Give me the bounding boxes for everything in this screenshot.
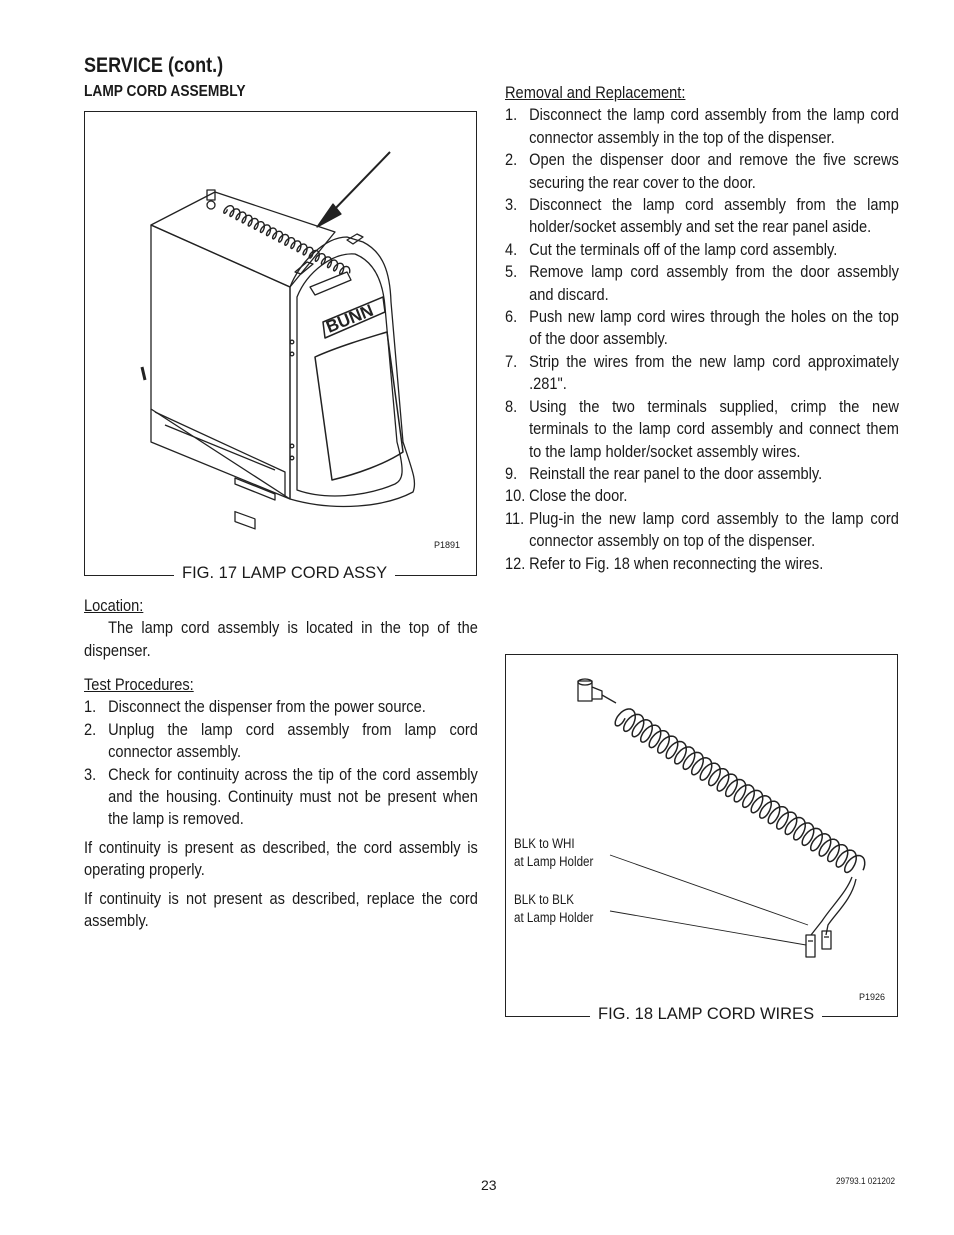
figure-17-caption: FIG. 17 LAMP CORD ASSY <box>174 564 395 583</box>
list-item: 7. Strip the wires from the new lamp cord approximately .281". <box>505 351 899 394</box>
section-title: SERVICE (cont.) <box>84 54 224 77</box>
list-item: 2. Open the dispenser door and remove the five screws securing the rear cover to the door. <box>505 150 899 192</box>
test-result-bad: If continuity is not present as described, replace the cord assembly. <box>84 888 478 931</box>
list-item: 10. Close the door. <box>505 486 628 506</box>
list-item: 6. Push new lamp cord wires through the holes on the top of the door assembly. <box>505 307 899 349</box>
test-procedures-list <box>84 696 478 830</box>
figure-17 <box>84 111 477 576</box>
location-body: The lamp cord assembly is located in the top of the dispenser. <box>84 618 478 660</box>
list-item: 4. Cut the terminals off of the lamp cord assembly. <box>505 239 838 259</box>
location-section <box>84 595 478 662</box>
test-procedures-section <box>84 674 478 932</box>
removal-list <box>505 104 899 575</box>
figure-17-part-number: P1891 <box>434 540 461 550</box>
list-item: 11. Plug-in the new lamp cord assembly to the lamp cord connector assembly on top of the dispenser. <box>505 508 899 551</box>
page-number: 23 <box>481 1177 497 1193</box>
removal-section <box>505 82 899 575</box>
dispenser-illustration <box>85 112 476 575</box>
list-item: 2. Unplug the lamp cord assembly from lamp cord connector assembly. <box>84 719 478 762</box>
list-item: 9. Reinstall the rear panel to the door assembly. <box>505 463 823 483</box>
figure-18-part-number: P1926 <box>859 992 886 1002</box>
label-blk-to-blk: BLK to BLK at Lamp Holder <box>514 892 594 925</box>
list-item: 12. Refer to Fig. 18 when reconnecting the wires. <box>505 553 824 573</box>
list-item: 1. Disconnect the dispenser from the power source. <box>84 697 426 717</box>
location-text <box>84 617 478 662</box>
list-item: 5. Remove lamp cord assembly from the door assembly and discard. <box>505 262 899 304</box>
test-result-ok: If continuity is present as described, the cord assembly is operating properly. <box>84 837 478 880</box>
section-subtitle: LAMP CORD ASSEMBLY <box>84 83 246 100</box>
figure-18-caption: FIG. 18 LAMP CORD WIRES <box>590 1005 822 1024</box>
location-heading: Location: <box>84 596 144 615</box>
list-item: 3. Disconnect the lamp cord assembly from the lamp holder/socket assembly and set the rear panel aside. <box>505 195 899 237</box>
label-blk-to-whi: BLK to WHI at Lamp Holder <box>514 836 594 869</box>
list-item: 3. Check for continuity across the tip of the cord assembly and the housing. Continuity must not be present when the lamp is removed. <box>84 764 478 829</box>
list-item: 8. Using the two terminals supplied, crimp the new terminals to the lamp cord assembly and connect them to the lamp holder/socket assembly wires. <box>505 396 899 461</box>
figure-18 <box>505 654 898 1017</box>
list-item: 1. Disconnect the lamp cord assembly from the lamp cord connector assembly in the top of the dispenser. <box>505 105 899 147</box>
brand-logo: BUNN <box>323 300 377 337</box>
test-procedures-heading: Test Procedures: <box>84 675 194 694</box>
removal-heading: Removal and Replacement: <box>505 83 686 102</box>
document-number: 29793.1 021202 <box>836 1176 896 1187</box>
